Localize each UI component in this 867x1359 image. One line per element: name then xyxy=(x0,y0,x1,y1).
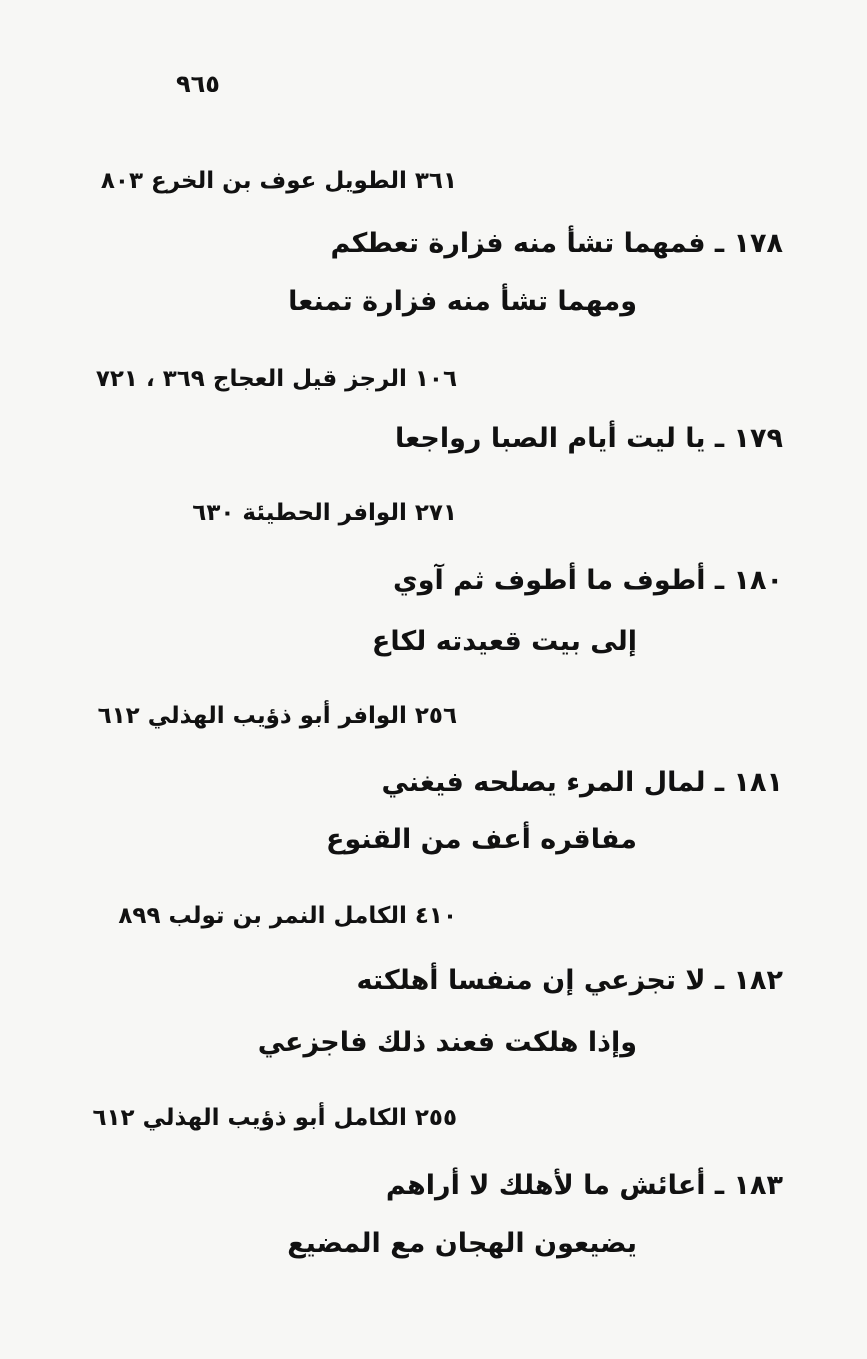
verse-second-hemistich: يضيعون الهجان مع المضيع xyxy=(287,1228,637,1259)
verse-first-hemistich: ١٨٠ ـ أطوف ما أطوف ثم آوي xyxy=(393,565,783,596)
verse-first-hemistich: ١٨٢ ـ لا تجزعي إن منفسا أهلكته xyxy=(356,965,783,996)
entry-reference: ٢٥٥ الكامل أبو ذؤيب الهذلي ٦١٢ xyxy=(92,1105,457,1131)
verse-second-hemistich: ومهما تشأ منه فزارة تمنعا xyxy=(288,286,637,317)
verse-first-hemistich: ١٨٣ ـ أعائش ما لأهلك لا أراهم xyxy=(385,1170,783,1201)
entry-reference: ٢٧١ الوافر الحطيئة ٦٣٠ xyxy=(192,500,457,526)
verse-second-hemistich: وإذا هلكت فعند ذلك فاجزعي xyxy=(257,1027,637,1058)
verse-first-hemistich: ١٧٨ ـ فمهما تشأ منه فزارة تعطكم xyxy=(330,228,783,259)
entry-reference: ٤١٠ الكامل النمر بن تولب ٨٩٩ xyxy=(118,903,457,929)
entry-reference: ٢٥٦ الوافر أبو ذؤيب الهذلي ٦١٢ xyxy=(97,703,457,729)
verse-second-hemistich: مفاقره أعف من القنوع xyxy=(326,824,637,855)
verse-second-hemistich: إلى بيت قعيدته لكاع xyxy=(371,626,637,657)
verse-first-hemistich: ١٧٩ ـ يا ليت أيام الصبا رواجعا xyxy=(395,423,783,454)
verse-first-hemistich: ١٨١ ـ لمال المرء يصلحه فيغني xyxy=(381,767,783,798)
entry-reference: ٣٦١ الطويل عوف بن الخرع ٨٠٣ xyxy=(100,168,457,194)
entry-reference: ١٠٦ الرجز قيل العجاج ٣٦٩ ، ٧٢١ xyxy=(95,366,457,392)
page-number: ٩٦٥ xyxy=(176,70,220,98)
